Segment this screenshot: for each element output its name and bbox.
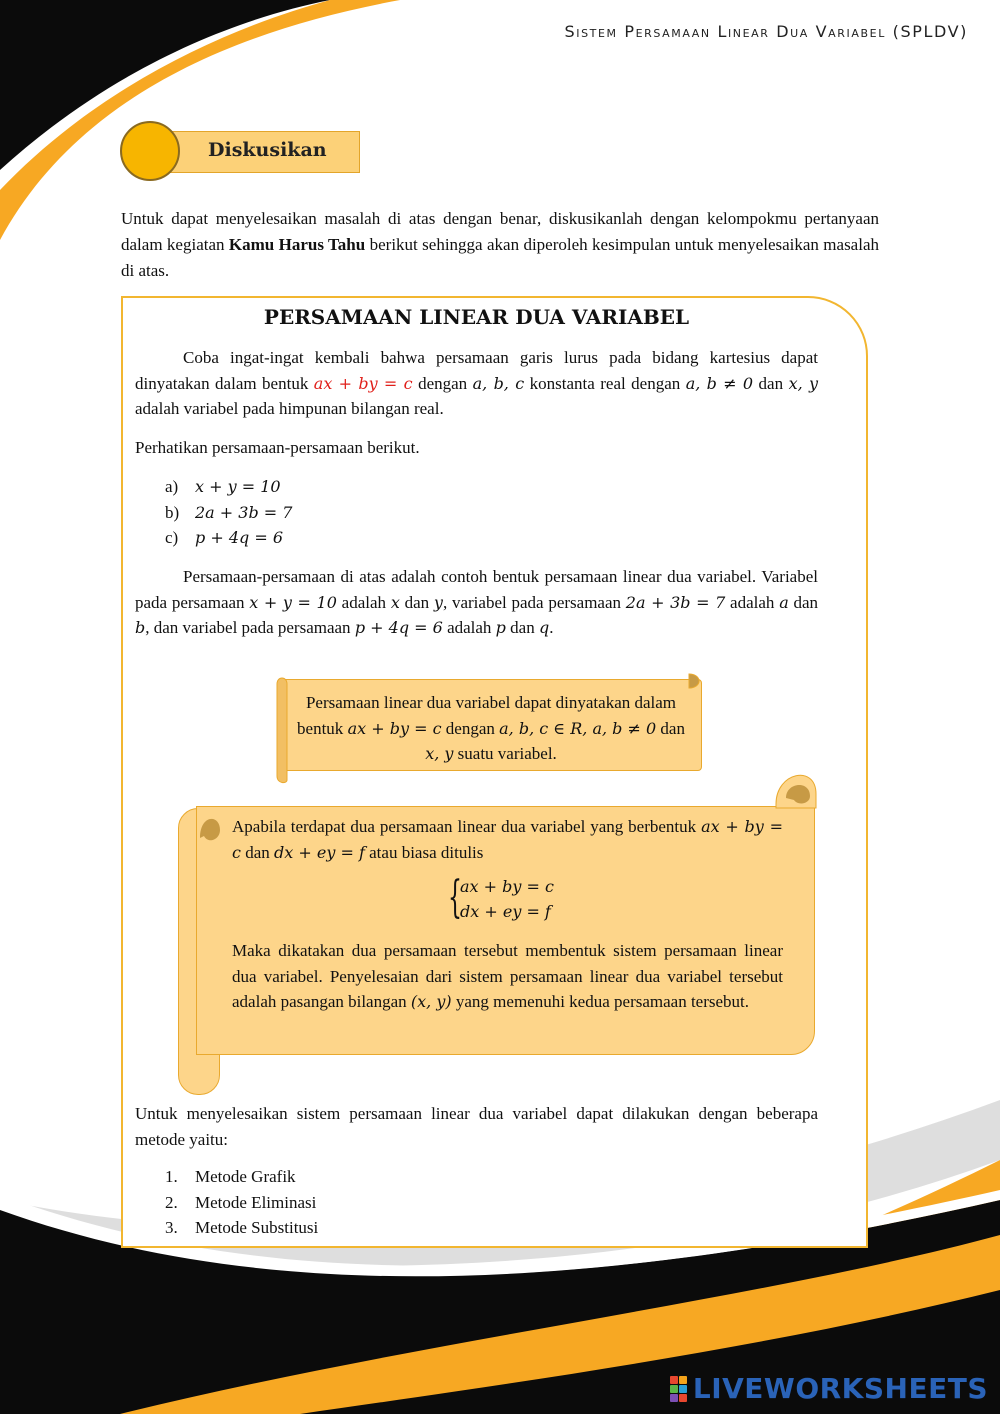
- s2-text: Apabila terdapat dua persamaan linear dua variabel yang berbentuk: [232, 817, 702, 836]
- s1-text: Persamaan linear dua variabel dapat dinyatakan dalam bentuk: [297, 693, 677, 738]
- p3-text: dan: [505, 618, 539, 637]
- method-label: Metode Substitusi: [195, 1218, 319, 1237]
- methods-list: [165, 1164, 318, 1241]
- p3-math: x + y = 10: [249, 592, 337, 612]
- intro-paragraph: [121, 206, 879, 284]
- s2-text: dan: [240, 842, 275, 862]
- p3-text: adalah: [725, 592, 780, 612]
- p1-math-form: ax + by = c: [313, 373, 413, 393]
- equation: x + y = 10: [195, 477, 281, 496]
- paragraph-methods-intro: Untuk menyelesaikan sistem persamaan linear dua variabel dapat dilakukan dengan beberapa metode yaitu:: [135, 1104, 818, 1149]
- liveworksheets-icon: [670, 1376, 687, 1402]
- p3-math: b: [135, 618, 146, 637]
- p3-text: dan: [788, 592, 819, 612]
- s2-conclusion-text: Maka dikatakan dua persamaan tersebut membentuk sistem persamaan linear dua variabel. Penyelesaian dari sistem persamaan linear dua variabel tersebut adalah pasangan bilangan: [232, 941, 783, 1011]
- paragraph-examples: [135, 564, 818, 641]
- system-brace: {: [448, 872, 462, 923]
- p1-text-5: adalah variabel pada himpunan bilangan real.: [135, 399, 444, 418]
- s1-text: suatu variabel.: [453, 744, 557, 763]
- equation-label: c): [165, 528, 179, 547]
- method-label: Metode Eliminasi: [195, 1192, 317, 1212]
- list-item: [165, 1190, 318, 1216]
- s2-conclusion-text: yang memenuhi kedua persamaan tersebut.: [451, 992, 750, 1011]
- equation-label: b): [165, 502, 180, 522]
- p3-math: q: [538, 618, 550, 637]
- p1-text-3: konstanta real dengan: [524, 373, 686, 393]
- s1-math: a, b, c ∈ R, a, b ≠ 0: [499, 718, 657, 738]
- liveworksheets-text: LIVEWORKSHEETS: [692, 1372, 988, 1405]
- p3-math: p: [495, 618, 506, 637]
- p3-text: , variabel pada persamaan: [442, 592, 626, 612]
- p3-text: dan: [399, 592, 434, 612]
- discussion-circle-icon: [120, 121, 180, 181]
- s1-text: dan: [656, 718, 685, 738]
- s2-text: atau biasa ditulis: [364, 842, 484, 862]
- list-item: [165, 500, 292, 526]
- p1-text-1: Coba ingat-ingat kembali bahwa persamaan garis lurus pada bidang kartesius dapat dinyatakan dalam bentuk: [135, 348, 818, 393]
- p3-math: 2a + 3b = 7: [625, 592, 726, 612]
- s1-math: ax + by = c: [347, 718, 442, 738]
- system-equation: ax + by = c: [460, 877, 554, 896]
- list-item: [165, 1164, 318, 1190]
- p1-math-constants: a, b, c: [472, 373, 525, 393]
- p3-math: a: [779, 592, 789, 612]
- p1-math-nonzero: a, b ≠ 0: [685, 373, 754, 393]
- s2-conclusion-math: (x, y): [410, 992, 452, 1011]
- p1-text-4: dan: [753, 373, 789, 393]
- definition-text: [290, 690, 692, 767]
- p3-text: adalah: [336, 592, 391, 612]
- s1-math: x, y: [425, 744, 454, 763]
- equation-label: a): [165, 477, 179, 496]
- p3-math: p + 4q = 6: [354, 618, 443, 637]
- s1-text: dengan: [441, 718, 500, 738]
- p3-text: adalah: [442, 618, 496, 637]
- intro-bold: Kamu Harus Tahu: [228, 235, 366, 254]
- method-number: 1.: [165, 1167, 178, 1186]
- system-conclusion: [232, 938, 783, 1015]
- p3-text: Persamaan-persamaan di atas adalah contoh bentuk persamaan linear dua variabel. Variabel pada persamaan: [135, 567, 818, 612]
- s2-math: dx + ey = f: [274, 842, 365, 862]
- method-label: Metode Grafik: [195, 1167, 296, 1186]
- equation-list: [165, 474, 292, 551]
- p3-text: , dan variabel pada persamaan: [145, 618, 355, 637]
- paragraph-recall: [135, 345, 818, 422]
- p3-math: y: [433, 592, 443, 612]
- system-equation: dx + ey = f: [460, 902, 551, 921]
- s2-math: ax + by = c: [232, 817, 784, 862]
- method-number: 3.: [165, 1218, 178, 1237]
- list-item: [165, 474, 292, 500]
- concept-box-title: PERSAMAAN LINEAR DUA VARIABEL: [263, 305, 690, 329]
- discussion-heading: Diskusikan: [208, 139, 327, 161]
- equation: p + 4q = 6: [195, 528, 283, 547]
- system-text: [232, 814, 783, 865]
- list-item: [165, 525, 292, 551]
- p1-math-variables: x, y: [788, 373, 819, 393]
- intro-text-1: Untuk dapat menyelesaikan masalah di atas dengan benar, diskusikanlah dengan kelompokmu pertanyaan dalam kegiatan: [121, 209, 879, 254]
- paragraph-observe: Perhatikan persamaan-persamaan berikut.: [135, 438, 420, 457]
- equation: 2a + 3b = 7: [195, 502, 293, 522]
- equation-system: [448, 874, 554, 924]
- header-title: Sistem Persamaan Linear Dua Variabel (SPLDV): [564, 22, 968, 41]
- intro-text-2: berikut sehingga akan diperoleh kesimpulan untuk menyelesaikan masalah di atas.: [121, 235, 879, 280]
- method-number: 2.: [165, 1192, 178, 1212]
- p1-text-2: dengan: [412, 373, 473, 393]
- p3-math: x: [390, 592, 400, 612]
- liveworksheets-logo[interactable]: [670, 1372, 988, 1405]
- list-item: [165, 1215, 318, 1241]
- p3-text: .: [549, 618, 554, 637]
